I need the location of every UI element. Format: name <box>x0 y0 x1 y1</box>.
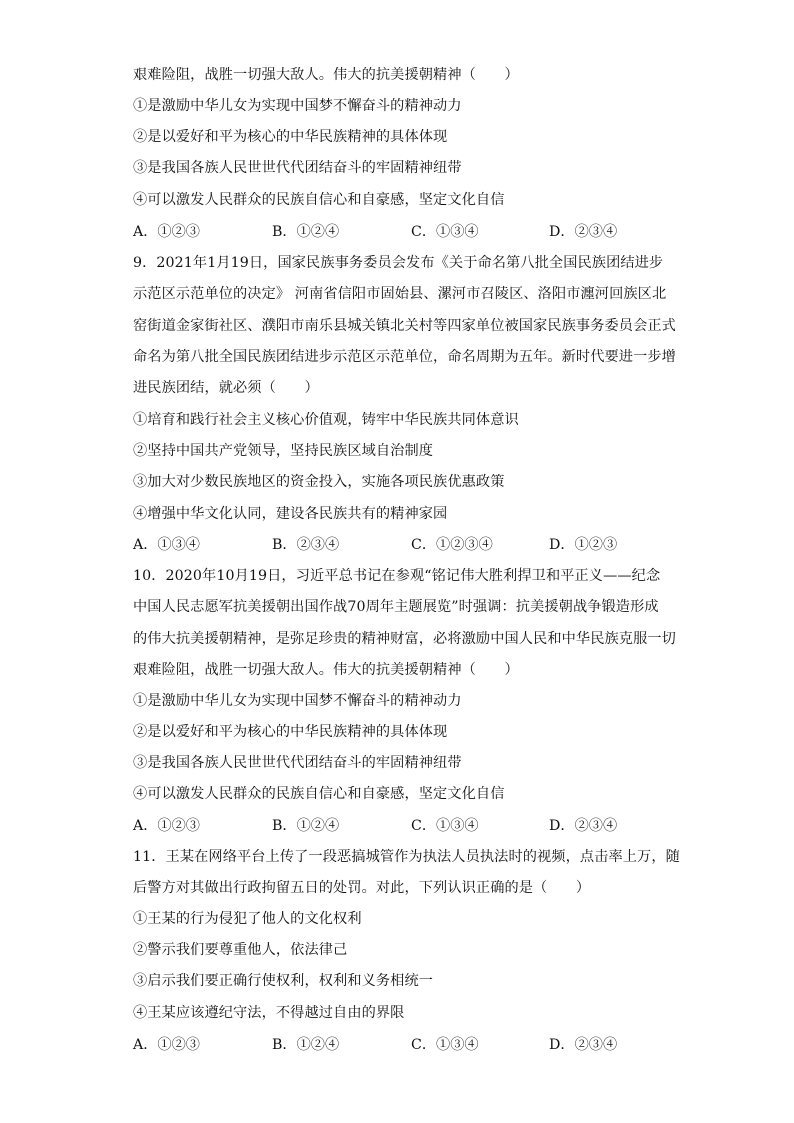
statement-2: ②坚持中国共产党领导，坚持民族区域自治制度 <box>133 443 434 459</box>
option-a: A．①②③ <box>133 1037 200 1053</box>
answer-options <box>133 1035 693 1055</box>
option-d: D．①②③ <box>549 537 618 553</box>
option-a: A．①③④ <box>133 537 200 553</box>
option-a: A．①②③ <box>133 224 200 240</box>
option-a: A．①②③ <box>133 818 200 834</box>
statement-2: ②是以爱好和平为核心的中华民族精神的具体体现 <box>133 724 448 740</box>
option-c: C．①③④ <box>411 818 479 834</box>
option-d: D．②③④ <box>549 818 618 834</box>
question-stem-line: 中国人民志愿军抗美援朝出国作战70周年主题展览”时强调：抗美援朝战争锻造形成 <box>133 599 659 615</box>
statement-3: ③是我国各族人民世世代代团结奋斗的牢固精神纽带 <box>133 755 462 771</box>
option-b: B．①②④ <box>272 818 340 834</box>
statement-1: ①是激励中华儿女为实现中国梦不懈奋斗的精神动力 <box>133 693 462 709</box>
question-stem-line: 11．王某在网络平台上传了一段恶搞城管作为执法人员执法时的视频，点击率上万，随 <box>133 849 680 865</box>
option-c: C．①③④ <box>411 224 479 240</box>
question-stem-line: 10．2020年10月19日，习近平总书记在参观“铭记伟大胜利捍卫和平正义——纪念 <box>133 568 661 584</box>
question-stem-line: 进民族团结，就必须（ ） <box>133 380 319 396</box>
option-b: B．②③④ <box>272 537 340 553</box>
answer-options <box>133 222 693 242</box>
statement-4: ④可以激发人民群众的民族自信心和自豪感，坚定文化自信 <box>133 786 505 802</box>
option-c: C．①②③④ <box>411 537 493 553</box>
answer-options <box>133 535 693 555</box>
question-stem-line: 的伟大抗美援朝精神，是弥足珍贵的精神财富，必将激励中国人民和中华民族克服一切 <box>133 631 676 647</box>
statement-3: ③加大对少数民族地区的资金投入，实施各项民族优惠政策 <box>133 474 505 490</box>
option-b: B．①②④ <box>272 1037 340 1053</box>
statement-1: ①培育和践行社会主义核心价值观，铸牢中华民族共同体意识 <box>133 412 519 428</box>
statement-3: ③启示我们要正确行使权利，权利和义务相统一 <box>133 973 434 989</box>
question-stem-line: 后警方对其做出行政拘留五日的处罚。对此，下列认识正确的是（ ） <box>133 880 591 896</box>
question-stem-line: 示范区示范单位的决定》 河南省信阳市固始县、漯河市召陵区、洛阳市瀍河回族区北 <box>133 286 667 302</box>
question-stem-line: 艰难险阻，战胜一切强大敌人。伟大的抗美援朝精神（ ） <box>133 67 519 83</box>
answer-options <box>133 816 693 836</box>
option-b: B．①②④ <box>272 224 340 240</box>
option-c: C．①③④ <box>411 1037 479 1053</box>
statement-4: ④王某应该遵纪守法，不得越过自由的界限 <box>133 1005 405 1021</box>
option-d: D．②③④ <box>549 1037 618 1053</box>
question-stem-line: 命名为第八批全国民族团结进步示范区示范单位，命名周期为五年。新时代要进一步增 <box>133 349 676 365</box>
statement-3: ③是我国各族人民世世代代团结奋斗的牢固精神纽带 <box>133 160 462 176</box>
statement-4: ④可以激发人民群众的民族自信心和自豪感，坚定文化自信 <box>133 192 505 208</box>
question-stem-line: 9．2021年1月19日，国家民族事务委员会发布《关于命名第八批全国民族团结进步 <box>133 255 664 271</box>
question-stem-line: 窑街道金家街社区、濮阳市南乐县城关镇北关村等四家单位被国家民族事务委员会正式 <box>133 318 676 334</box>
statement-2: ②是以爱好和平为核心的中华民族精神的具体体现 <box>133 129 448 145</box>
option-d: D．②③④ <box>549 224 618 240</box>
question-stem-line: 艰难险阻，战胜一切强大敌人。伟大的抗美援朝精神（ ） <box>133 662 519 678</box>
statement-2: ②警示我们要尊重他人，依法律己 <box>133 942 348 958</box>
statement-1: ①王某的行为侵犯了他人的文化权利 <box>133 911 362 927</box>
statement-1: ①是激励中华儿女为实现中国梦不懈奋斗的精神动力 <box>133 98 462 114</box>
statement-4: ④增强中华文化认同，建设各民族共有的精神家园 <box>133 506 448 522</box>
